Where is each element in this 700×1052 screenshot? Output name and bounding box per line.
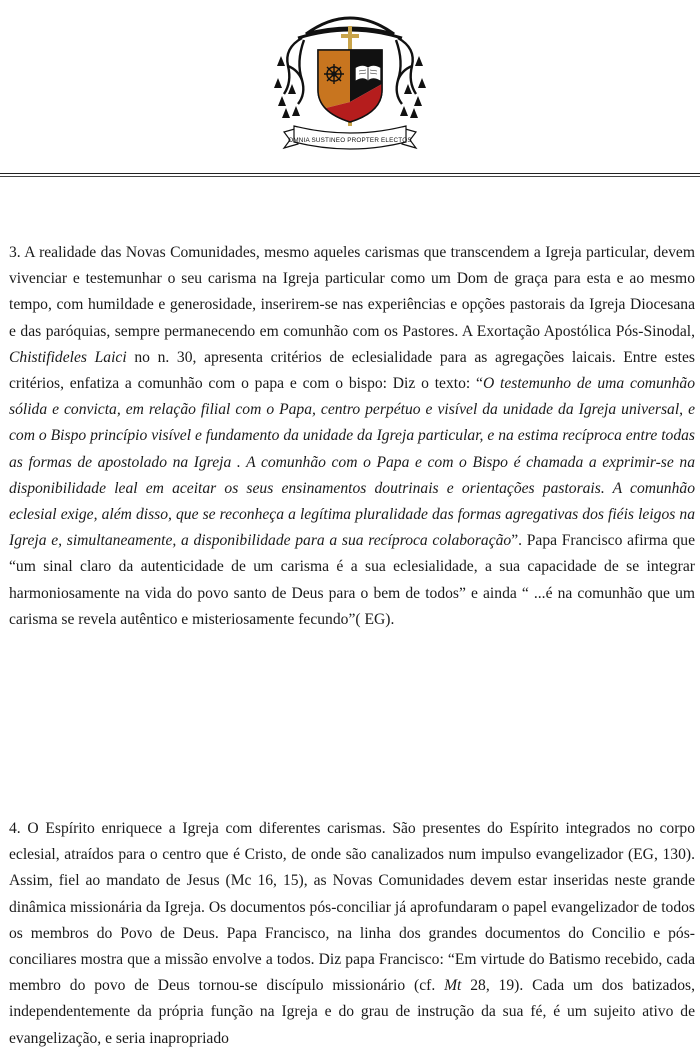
paragraph-4-text-a: 4. O Espírito enriquece a Igreja com diferentes carismas. São presentes do Espírito integrados no corpo eclesial, atraídos para o centro que é Cristo, de onde são canalizados num impulso evangelizador (EG, 130). Assim, fiel ao mandato de Jesus (Mc 16, 15), as Novas Comunidades devem estar inseridas neste grande dinâmica missionária da Igreja. Os documentos pós-conciliar já aprofundaram o papel evangelizador de todos os membros do Povo de Deus. Papa Francisco, na linha dos grandes documentos do Concilio e pós-conciliares mostra que a missão envolve a todos. Diz papa Francisco: “Em virtude do Batismo recebido, cada membro do povo de Deus tornou-se discípulo missionário (cf.	[9, 820, 695, 995]
cords-left	[284, 38, 304, 104]
header-rule-top	[0, 173, 700, 174]
paragraph-4	[9, 816, 695, 1052]
cords-right	[396, 38, 416, 104]
wheel-icon	[324, 64, 344, 84]
coat-of-arms-emblem	[268, 4, 432, 154]
document-title-christifideles-laici: Chistifideles Laici	[9, 348, 127, 366]
open-book-icon	[356, 66, 380, 80]
reference-mt: Mt	[444, 977, 462, 995]
shield	[318, 50, 382, 122]
paragraph-3-text-c: ”. Papa Francisco afirma que “um sinal claro da autenticidade de um carisma é a sua eclesialidade, a sua capacidade de se integrar harmoniosamente na vida do povo santo de Deus para o bem de todos” e ainda “ ...é na comunhão que um carisma se revela autêntico e misteriosamente fecundo”( EG).	[9, 532, 695, 628]
motto-text: OMNIA SUSTINEO PROPTER ELECTOS	[288, 137, 412, 144]
paragraph-3-text-b: no n. 30, apresenta critérios de eclesialidade para as agregações laicais. Entre estes critérios, enfatiza a comunhão com o papa e com o bispo: Diz o texto: “	[9, 348, 695, 393]
paragraph-3	[9, 240, 695, 633]
paragraph-3-text-a: 3. A realidade das Novas Comunidades, mesmo aqueles carismas que transcendem a Igreja particular, devem vivenciar e testemunhar o seu carisma na Igreja particular como um Dom de graça para esta e ao mesmo tempo, com humildade e generosidade, inserirem-se nas experiências e opções pastorais da Igreja Diocesana e das paróquias, sempre permanecendo em comunhão com os Pastores. A Exortação Apostólica Pós-Sinodal,	[9, 244, 695, 340]
paragraph-3-quotation: O testemunho de uma comunhão sólida e convicta, em relação filial com o Papa, centro perpétuo e visível da unidade da Igreja universal, e com o Bispo princípio visível e fundamento da unidade da Igreja particular, e na estima recíproca entre todas as formas de apostolado na Igreja . A comunhão com o Papa e com o Bispo é chamada a exprimir-se na disponibilidade leal em aceitar os seus ensinamentos doutrinais e orientações pastorais. A comunhão eclesial exige, além disso, que se reconheça a legítima pluralidade das formas agregativas dos fiéis leigos na Igreja e, simultaneamente, a disponibilidade para a sua recíproca colaboração	[9, 375, 695, 550]
header-rule-bottom	[0, 176, 700, 177]
paragraph-4-text-b: 28, 19). Cada um dos batizados, independentemente da própria função na Igreja e do grau de instrução da sua fé, é um sujeito ativo de evangelização, e seria inapropriado	[9, 977, 695, 1047]
motto-ribbon	[284, 126, 416, 149]
